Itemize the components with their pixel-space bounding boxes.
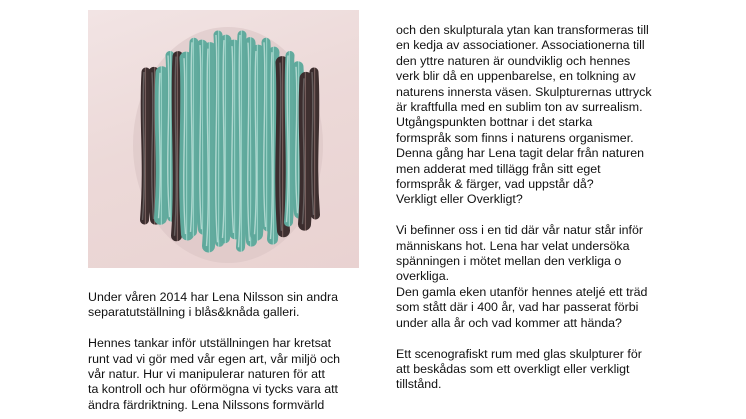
text-line: naturens innersta väsen. Skulpturernas uttryck [396,84,652,99]
text-line: Ett scenografiskt rum med glas skulpturer för [396,346,642,361]
glass-tube [186,58,188,234]
text-line: separatutställning i blås&knåda galleri. [88,305,300,320]
text-line: ta kontroll och hur oförmögna vi tycks vara att [88,382,338,397]
glass-tube [314,72,316,215]
glass-tube [170,56,172,218]
text-line: formspråk som finns i naturens organismer. [396,130,634,145]
text-line: och den skulpturala ytan kan transformeras till [396,23,649,37]
text-line: vår natur. Hur vi manipulerar naturen för att [88,367,325,382]
right-text-block [396,23,696,393]
glass-tube [241,35,243,247]
text-line: att beskådas som ett overkligt eller verkligt [396,361,630,376]
text-line: verk blir då en uppenbarelse, en tolkning av [396,69,636,84]
text-line: runt vad vi gör med vår egen art, vår miljö och [88,351,341,366]
text-line: overkliga. [396,269,450,284]
glass-tube [193,42,195,232]
text-line: formspråk & färger, vad uppstår då? [396,177,594,192]
text-line: Den gamla eken utanför hennes ateljé ett träd [396,284,648,299]
paragraph-gap [396,331,696,346]
glass-tube [225,40,227,238]
glass-tube [177,57,179,236]
glass-tube [145,72,147,220]
text-line: men adderat med tillägg från sitt eget [396,161,601,176]
text-line: som stått där i 400 år, vad har passerat förbi [396,300,639,315]
glass-tube [257,51,259,234]
text-line: Vi befinner oss i en tid där vår natur står inför [396,223,644,238]
glass-tube [266,42,268,227]
glass-sculpture-image [88,10,359,268]
left-text-block [88,290,370,413]
glass-tube [289,56,291,223]
text-line: ändra färdriktning. Lena Nilssons formvärld [88,397,325,412]
text-line: är kraftfulla med en sublim ton av surrealism. [396,100,643,115]
text-line: en kedja av associationer. Associationerna till [396,38,645,53]
glass-tube [234,46,236,233]
text-line: Denna gång har Lena tagit delar från naturen [396,146,644,161]
sculpture-photo [88,10,359,268]
glass-tube [209,49,211,246]
text-line: tillstånd. [396,377,442,392]
paragraph-gap [396,208,696,223]
glass-tube [282,63,284,231]
text-line: Under våren 2014 har Lena Nilsson sin andra [88,290,339,304]
text-line: Verkligt eller Overkligt? [396,192,523,207]
glass-tube [273,52,275,239]
text-line: spänningen i mötet mellan den verkliga o [396,254,622,269]
text-line: Hennes tankar inför utställningen har kretsat [88,336,332,351]
text-line: människans hot. Lena har velat undersöka [396,238,630,253]
glass-tube [161,73,163,218]
glass-tube [218,35,220,242]
text-line: Utgångspunkten bottnar i det starka [396,115,593,130]
text-line: under alla år och vad kommer att hända? [396,315,622,330]
text-line: den yttre naturen är oundviklig och hennes [396,53,631,68]
left-column [88,10,370,412]
paragraph-gap [88,321,370,336]
glass-tube [305,78,307,224]
